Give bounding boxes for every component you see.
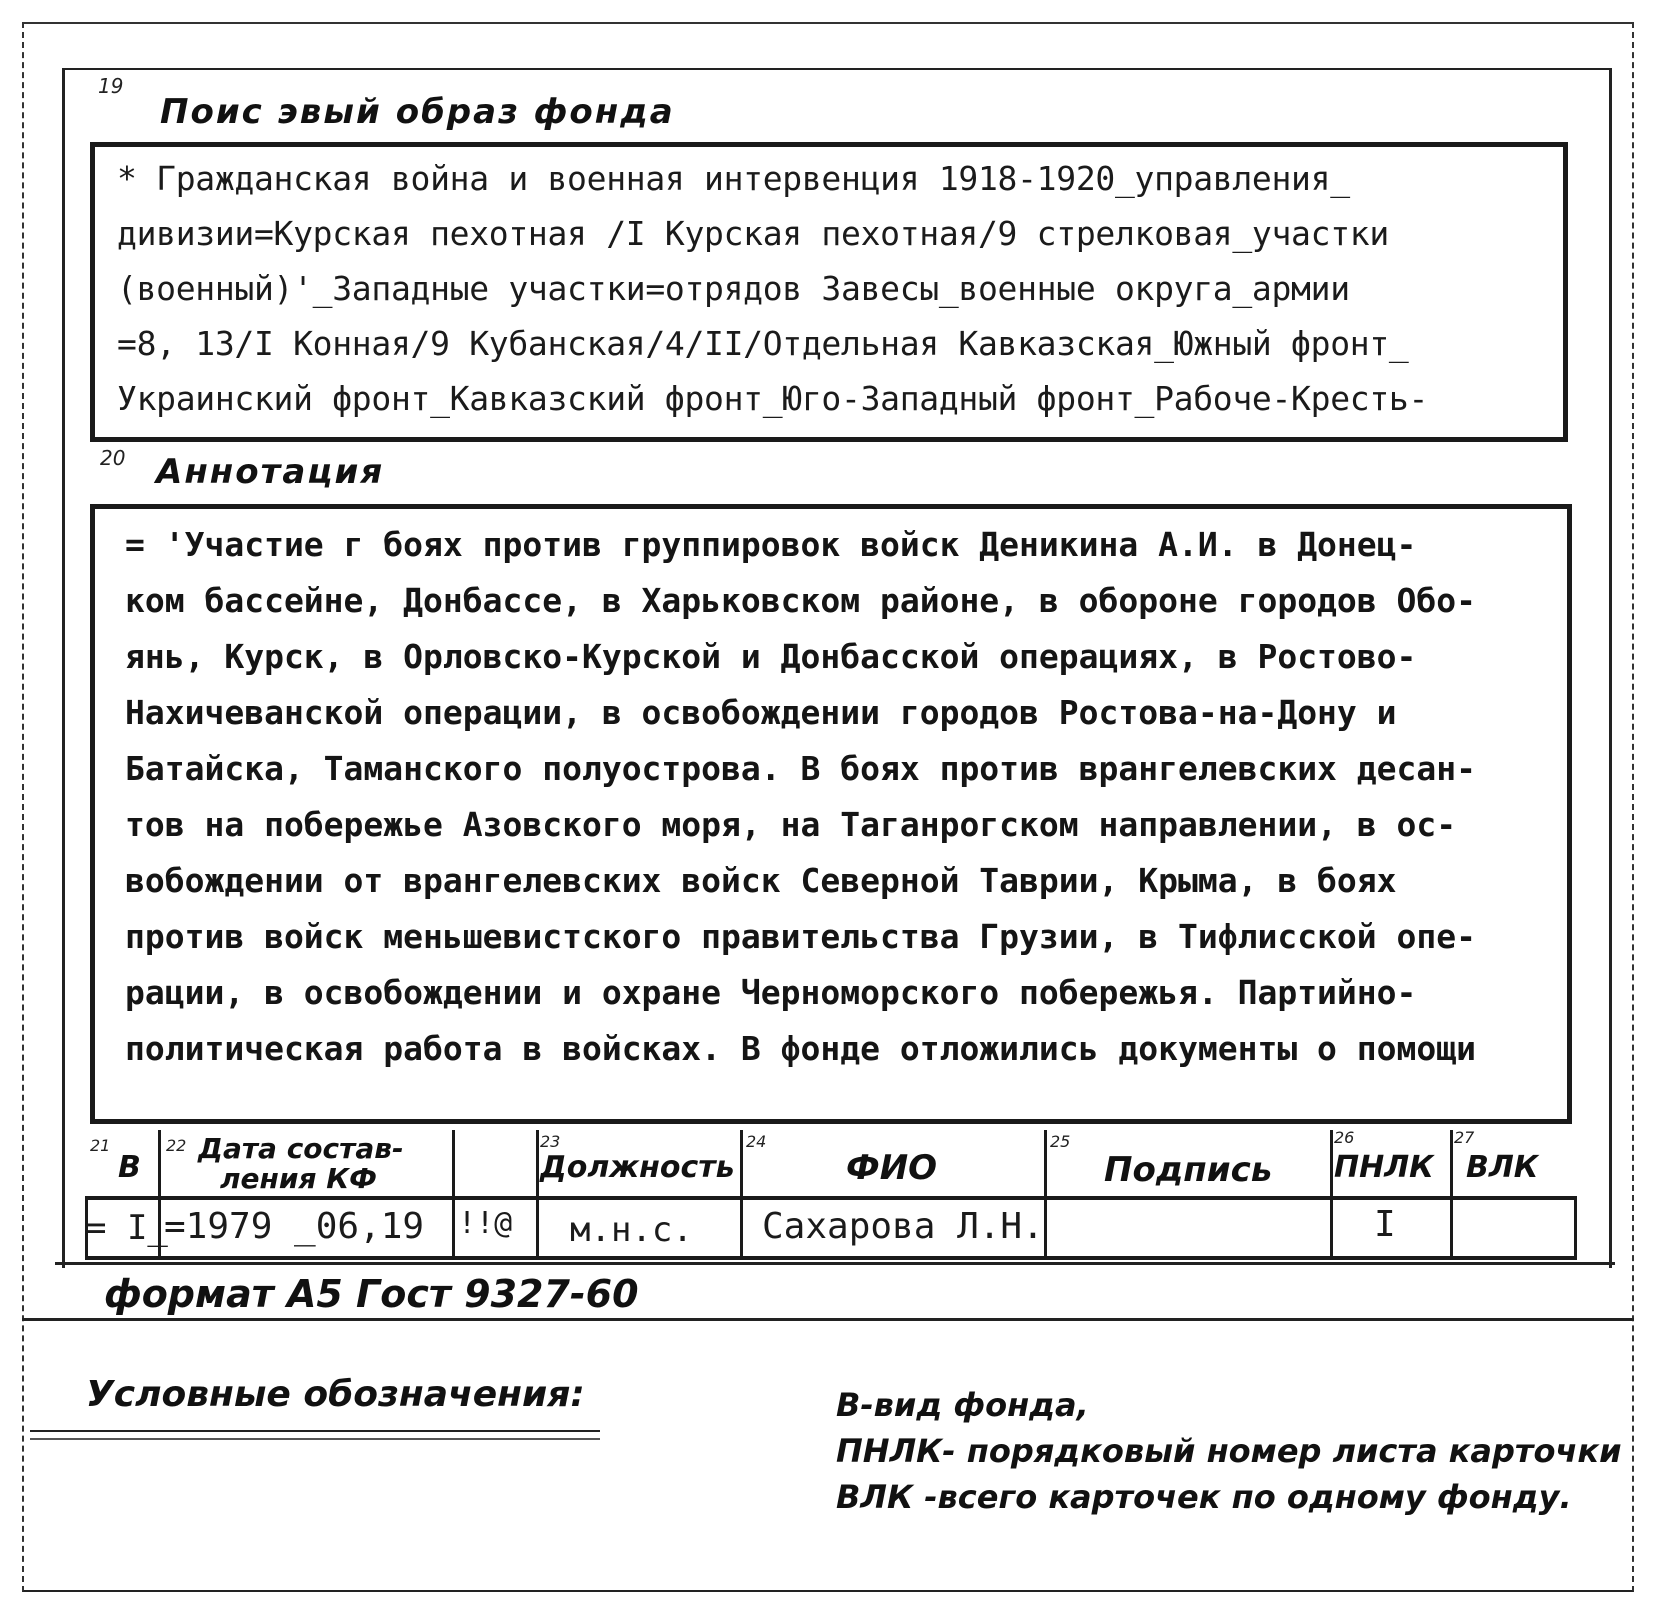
legend-item: В-вид фонда, (836, 1386, 1089, 1424)
field-number-22: 22 (166, 1136, 187, 1155)
annotation-line: Нахичеванской операции, в освобождении городов Ростова-на-Дону и (125, 693, 1397, 732)
header-name: ФИО (846, 1148, 938, 1188)
cell-mark: !!@ (458, 1206, 513, 1241)
annotation-line: против войск меньшевистского правительства Грузии, в Тифлисской опе- (125, 917, 1477, 956)
legend-underline (30, 1438, 600, 1440)
section-divider (22, 1318, 1634, 1321)
field-number-19: 19 (98, 74, 124, 98)
annotation-line: = 'Участие г боях против группировок войск Деникина А.И. в Донец- (125, 525, 1417, 564)
header-vid: В (118, 1150, 141, 1185)
legend-title: Условные обозначения: (86, 1374, 585, 1415)
search-line: =8, 13/I Конная/9 Кубанская/4/II/Отдельная Кавказская_Южный фронт_ (117, 324, 1409, 363)
annotation-line: янь, Курск, в Орловско-Курской и Донбасской операциях, в Ростово- (125, 637, 1417, 676)
cell-name: Сахарова Л.Н. (762, 1206, 1044, 1247)
annotation-line: политическая работа в войсках. В фонде отложились документы о помощи (125, 1029, 1477, 1068)
field-number-20: 20 (100, 446, 126, 470)
header-pnlk: ПНЛК (1334, 1150, 1434, 1185)
cell-vid: = I_ (86, 1208, 168, 1248)
search-image-label: Поис эвый образ фонда (160, 92, 675, 132)
header-vlk: ВЛК (1466, 1150, 1539, 1185)
search-image-box (90, 142, 1568, 442)
cell-position: м.н.с. (570, 1210, 693, 1250)
annotation-line: рации, в освобождении и охране Черноморского побережья. Партийно- (125, 973, 1417, 1012)
header-signature: Подпись (1104, 1150, 1273, 1190)
search-line: Украинский фронт_Кавказский фронт_Юго-Западный фронт_Рабоче-Кресть- (117, 379, 1429, 418)
field-number-23: 23 (540, 1132, 561, 1151)
field-number-27: 27 (1454, 1128, 1475, 1147)
search-line: (военный)'_Западные участки=отрядов Завесы_военные округа_армии (117, 269, 1350, 308)
header-date-line1: Дата состав- (198, 1132, 404, 1165)
field-number-24: 24 (746, 1132, 767, 1151)
annotation-line: тов на побережье Азовского моря, на Таганрогском направлении, в ос- (125, 805, 1457, 844)
annotation-box (90, 504, 1572, 1124)
search-line: * Гражданская война и военная интервенция 1918-1920_управления_ (117, 159, 1350, 198)
legend-underline (30, 1430, 600, 1432)
annotation-label: Аннотация (156, 452, 385, 492)
annotation-line: ком бассейне, Донбассе, в Харьковском районе, в обороне городов Обо- (125, 581, 1477, 620)
field-number-26: 26 (1334, 1128, 1355, 1147)
field-number-25: 25 (1050, 1132, 1071, 1151)
legend-item: ПНЛК- порядковый номер листа карточки (836, 1432, 1622, 1470)
search-line: дивизии=Курская пехотная /I Курская пехотная/9 стрелковая_участки (117, 214, 1389, 253)
header-date-line2: ления КФ (220, 1162, 377, 1195)
legend-item: ВЛК -всего карточек по одному фонду. (836, 1478, 1572, 1516)
format-note: формат А5 Гост 9327-60 (104, 1272, 639, 1316)
field-number-21: 21 (90, 1136, 111, 1155)
annotation-line: Батайска, Таманского полуострова. В боях против врангелевских десан- (125, 749, 1477, 788)
cell-pnlk: I (1374, 1204, 1396, 1245)
card-bottom-line (55, 1262, 1615, 1265)
annotation-line: вобождении от врангелевских войск Северной Таврии, Крыма, в боях (125, 861, 1397, 900)
header-position: Должность (540, 1150, 735, 1185)
cell-date: =1979 _06,19 (164, 1206, 425, 1247)
